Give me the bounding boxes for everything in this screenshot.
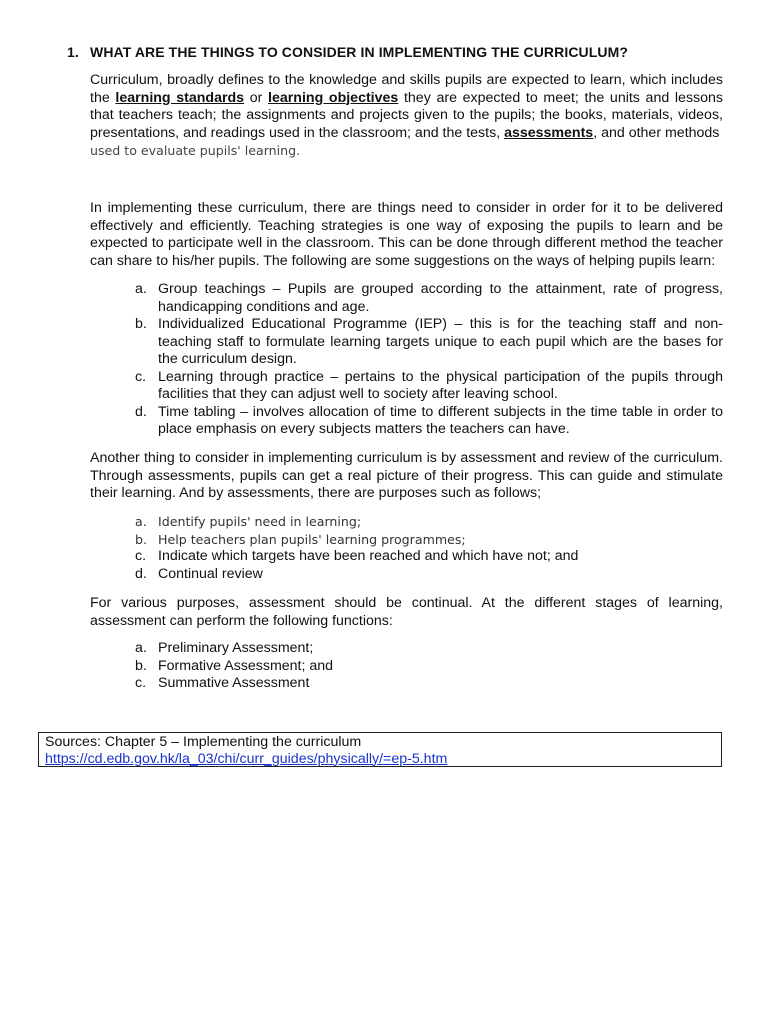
paragraph-continual-assessment: For various purposes, assessment should be continual. At the different stages of learning, assessment can perform the following functions: bbox=[90, 595, 723, 629]
list-marker: d. bbox=[135, 565, 147, 582]
list-item-text: Identify pupils' need in learning; bbox=[158, 514, 362, 529]
list-item bbox=[135, 640, 723, 658]
p1-text-5: used to evaluate pupils' learning. bbox=[90, 143, 301, 158]
list-item-text: Help teachers plan pupils' learning programmes; bbox=[158, 531, 466, 547]
list-marker: a. bbox=[135, 281, 147, 297]
strategies-list bbox=[135, 281, 723, 439]
section-heading bbox=[67, 44, 628, 62]
list-item-text: Continual review bbox=[158, 565, 263, 582]
list-marker: a. bbox=[135, 640, 147, 656]
heading-text: WHAT ARE THE THINGS TO CONSIDER IN IMPLEMENTING THE CURRICULUM? bbox=[90, 44, 629, 60]
sources-box bbox=[38, 732, 722, 767]
paragraph-assessment: Another thing to consider in implementing curriculum is by assessment and review of the curriculum. Through assessments, pupils can get a real picture of their progress. This can guide and stimulate their learning. And by assessments, there are purposes such as follows; bbox=[90, 450, 723, 501]
list-item-text: Group teachings – Pupils are grouped according to the attainment, rate of progress, handicapping conditions and age. bbox=[158, 281, 723, 315]
list-marker: b. bbox=[135, 531, 147, 547]
list-item-text: Summative Assessment bbox=[158, 675, 310, 691]
list-marker: b. bbox=[135, 657, 147, 674]
list-marker: c. bbox=[135, 368, 147, 385]
paragraph-curriculum-definition bbox=[90, 72, 723, 161]
source-link[interactable]: https://cd.edb.gov.hk/la_03/chi/curr_guides/physically/=ep-5.htm bbox=[45, 750, 448, 767]
list-item-text: Learning through practice – pertains to the physical participation of the pupils through facilities that they can adjust well to society after leaving school. bbox=[158, 368, 723, 402]
p1-text-3: they are expected to meet; the units and lessons that teachers teach; the assignments and projects given to the pupils; the books, materials, videos, presentations, and readings used in the classroom; and the tests, bbox=[90, 89, 724, 141]
list-item bbox=[135, 658, 723, 676]
list-item bbox=[135, 513, 723, 531]
heading-number: 1. bbox=[67, 44, 79, 60]
keyword-learning-objectives: learning objectives bbox=[268, 89, 399, 106]
list-item bbox=[135, 316, 723, 369]
list-item-text: Individualized Educational Programme (IEP) – this is for the teaching staff and non-teaching staff to formulate learning targets unique to each pupil which are the bases for the curriculum design. bbox=[158, 316, 723, 367]
list-marker: b. bbox=[135, 316, 147, 332]
assessment-functions-list bbox=[135, 640, 723, 693]
list-item bbox=[135, 404, 723, 439]
p1-text-4: , and other methods bbox=[593, 124, 720, 141]
list-marker: d. bbox=[135, 403, 147, 420]
list-item bbox=[135, 531, 723, 549]
list-marker: c. bbox=[135, 548, 147, 564]
list-item-text: Formative Assessment; and bbox=[158, 657, 334, 674]
assessment-purposes-list bbox=[135, 513, 723, 583]
keyword-learning-standards: learning standards bbox=[115, 89, 245, 106]
p1-text-1: Curriculum, broadly defines to the knowledge and skills pupils are expected to learn, which includes the bbox=[90, 72, 723, 106]
list-marker: a. bbox=[135, 514, 147, 529]
list-item bbox=[135, 566, 723, 584]
list-item bbox=[135, 281, 723, 316]
list-item bbox=[135, 369, 723, 404]
list-item-text: Preliminary Assessment; bbox=[158, 640, 314, 656]
list-item bbox=[135, 675, 723, 693]
list-item-text: Time tabling – involves allocation of time to different subjects in the time table in order to place emphasis on every subjects matters the teachers can have. bbox=[158, 403, 723, 437]
keyword-assessments: assessments bbox=[504, 124, 594, 141]
list-item-text: Indicate which targets have been reached and which have not; and bbox=[158, 548, 579, 564]
paragraph-teaching-strategies: In implementing these curriculum, there are things need to consider in order for it to be delivered effectively and efficiently. Teaching strategies is one way of exposing the pupils to learn and be expected to participate well in the classroom. This can be done through different method the teacher can share to his/her pupils. The following are some suggestions on the ways of helping pupils learn: bbox=[90, 200, 723, 269]
sources-label: Sources: Chapter 5 – Implementing the curriculum bbox=[45, 734, 362, 750]
list-item bbox=[135, 548, 723, 566]
p1-text-2: or bbox=[244, 89, 269, 106]
list-marker: c. bbox=[135, 675, 147, 691]
